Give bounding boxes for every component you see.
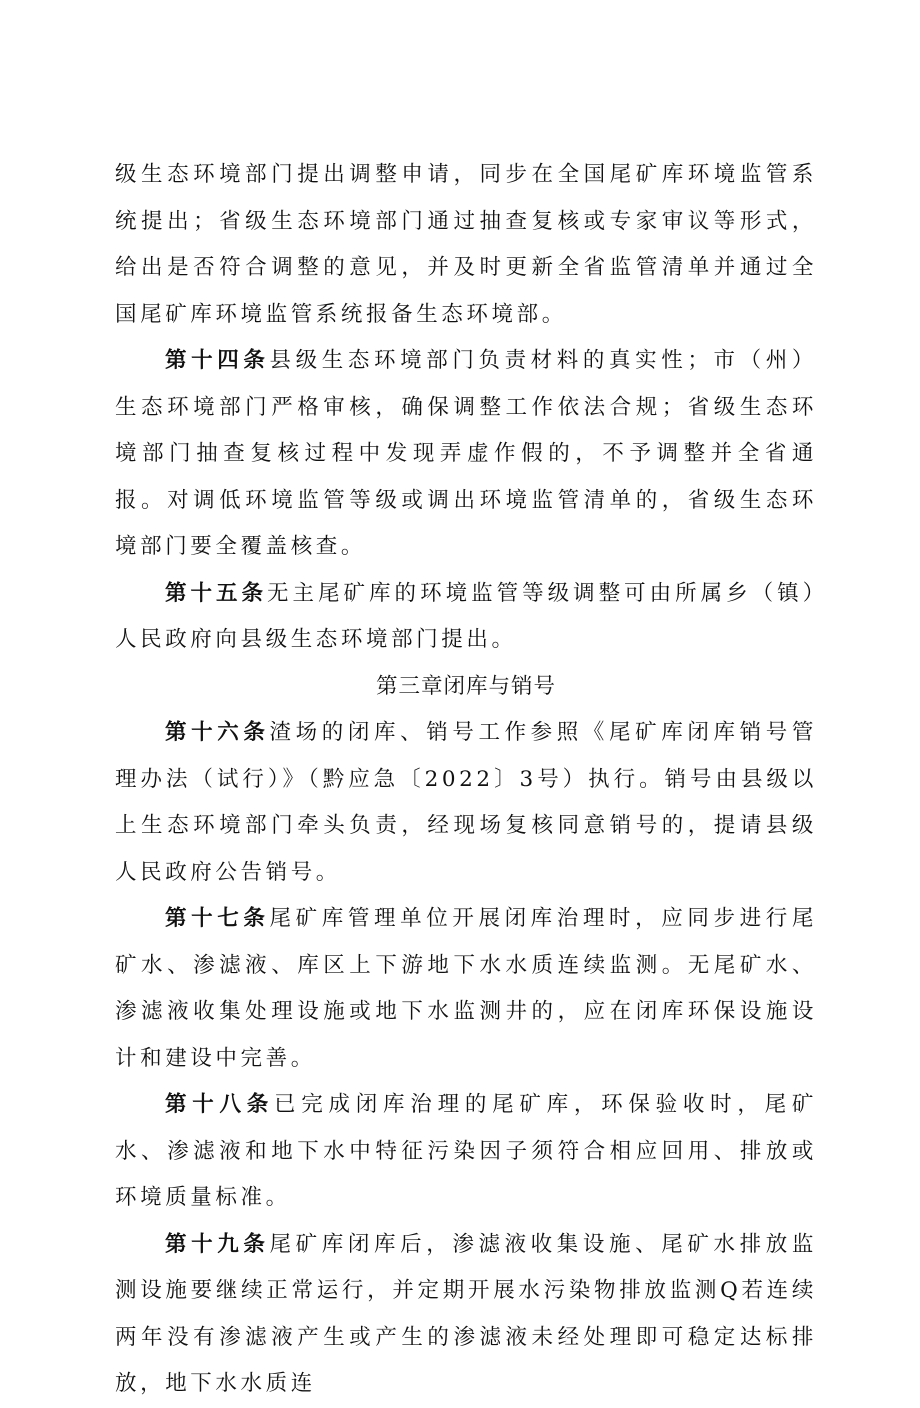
- article-14: [115, 338, 817, 571]
- article-16: [115, 710, 817, 896]
- article-text: 无主尾矿库的环境监管等级调整可由所属乡（镇）人民政府向县级生态环境部门提出。: [115, 580, 818, 652]
- article-number: 第十七条: [165, 906, 270, 931]
- article-19: [115, 1222, 817, 1408]
- article-text: 已完成闭库治理的尾矿库，环保验收时，尾矿水、渗滤液和地下水中特征污染因子须符合相应回用、排放或环境质量标准。: [115, 1092, 817, 1210]
- article-number: 第十六条: [165, 720, 270, 745]
- article-17: [115, 896, 817, 1082]
- article-number: 第十五条: [165, 580, 268, 606]
- article-text: 尾矿库管理单位开展闭库治理时，应同步进行尾矿水、渗滤液、库区上下游地下水水质连续监测。无尾矿水、渗滤液收集处理设施或地下水监测井的，应在闭库环保设施设计和建设中完善。: [115, 906, 817, 1071]
- article-number: 第十四条: [165, 348, 270, 373]
- article-15: [115, 571, 817, 664]
- article-number: 第十八条: [165, 1092, 275, 1117]
- chapter-heading: 第三章闭库与销号: [375, 673, 556, 699]
- article-text: 渣场的闭库、销号工作参照《尾矿库闭库销号管理办法（试行）》（黔应急〔2022〕3号）执行。销号由县级以上生态环境部门牵头负责，经现场复核同意销号的，提请县级人民政府公告销号。: [115, 720, 817, 885]
- article-text: 县级生态环境部门负责材料的真实性；市（州）生态环境部门严格审核，确保调整工作依法合规；省级生态环境部门抽查复核过程中发现弄虚作假的，不予调整并全省通报。对调低环境监管等级或调出环境监管清单的，省级生态环境部门要全覆盖核查。: [115, 348, 817, 559]
- article-18: [115, 1082, 817, 1222]
- paragraph-continuation: [115, 152, 817, 338]
- article-text: 尾矿库闭库后，渗滤液收集设施、尾矿水排放监测设施要继续正常运行，并定期开展水污染物排放监测Q若连续两年没有渗滤液产生或产生的渗滤液未经处理即可稳定达标排放，地下水水质连: [115, 1231, 817, 1396]
- article-number: 第十九条: [165, 1231, 270, 1257]
- document-page: [115, 152, 817, 1408]
- paragraph-text: 级生态环境部门提出调整申请，同步在全国尾矿库环境监管系统提出；省级生态环境部门通过抽查复核或专家审议等形式，给出是否符合调整的意见，并及时更新全省监管清单并通过全国尾矿库环境监管系统报备生态环境部。: [115, 162, 817, 327]
